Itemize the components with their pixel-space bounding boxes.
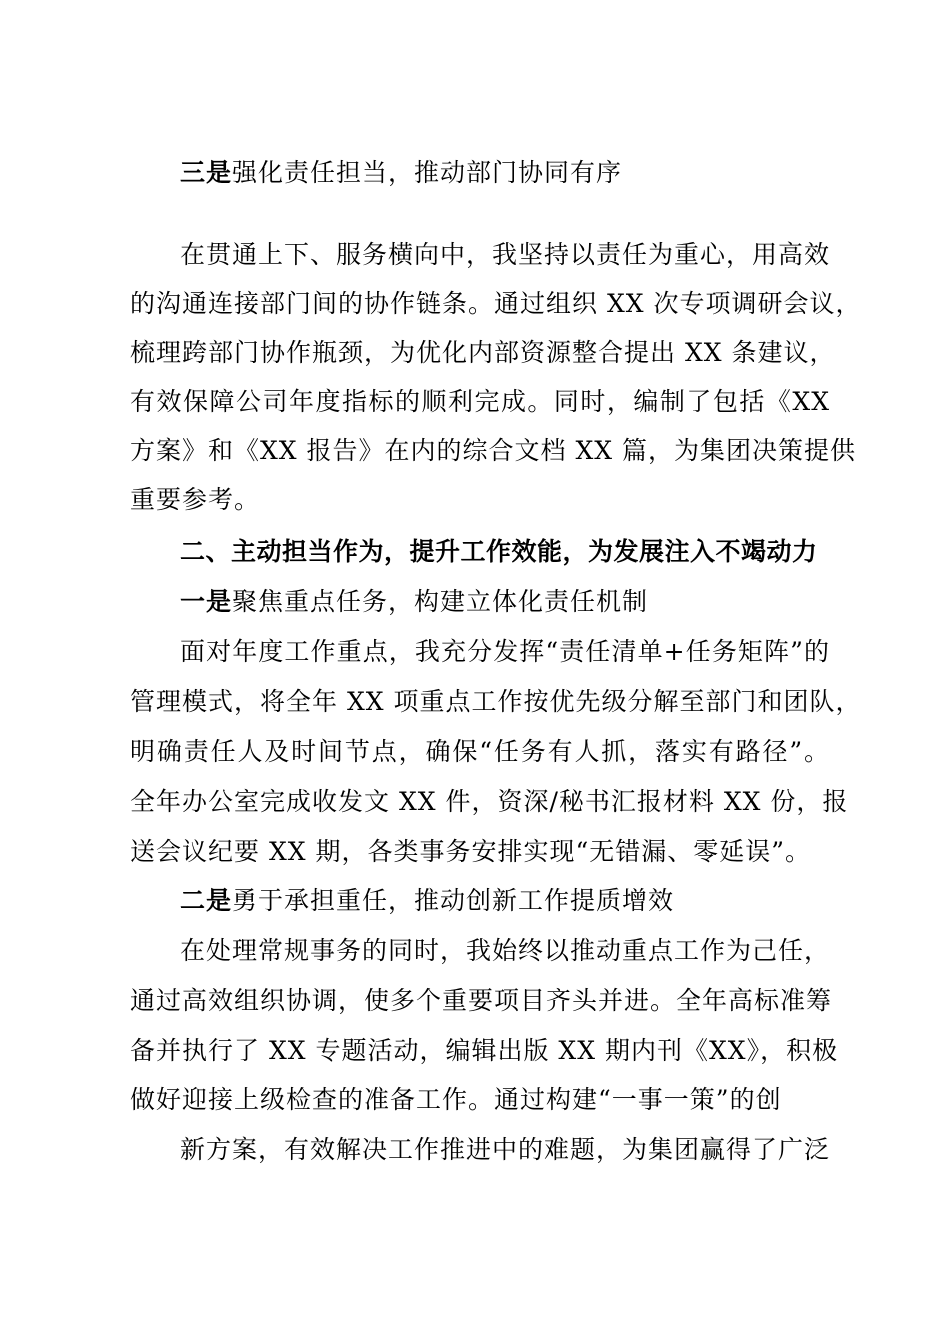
paragraph-line: 在处理常规事务的同时，我始终以推动重点工作为己任， <box>180 936 831 965</box>
subheading-title: 聚焦重点任务，构建立体化责任机制 <box>232 587 649 616</box>
paragraph-line: 送会议纪要 XX 期，各类事务安排实现“无错漏、零延误”。 <box>130 837 812 866</box>
paragraph-line: 梳理跨部门协作瓶颈，为优化内部资源整合提出 XX 条建议， <box>130 338 836 367</box>
paragraph-line: 明确责任人及时间节点，确保“任务有人抓，落实有路径”。 <box>130 737 830 766</box>
subheading-title: 强化责任担当，推动部门协同有序 <box>232 158 623 187</box>
paragraph-line: 有效保障公司年度指标的顺利完成。同时，编制了包括《XX <box>130 387 830 416</box>
paragraph-line: 面对年度工作重点，我充分发挥“责任清单+任务矩阵”的 <box>180 637 830 666</box>
paragraph-line: 通过高效组织协调，使多个重要项目齐头并进。全年高标准筹 <box>130 986 833 1015</box>
paragraph-line: 重要参考。 <box>130 485 261 514</box>
subheading-two <box>180 886 830 916</box>
subheading-lead: 二是 <box>180 886 233 915</box>
paragraph-line: 做好迎接上级检查的准备工作。通过构建“一事一策”的创 <box>130 1085 782 1114</box>
subheading-title: 勇于承担重任，推动创新工作提质增效 <box>232 886 675 915</box>
paragraph-line: 全年办公室完成收发文 XX 件，资深/秘书汇报材料 XX 份，报 <box>130 787 849 816</box>
section-heading-two: 二、主动担当作为，提升工作效能，为发展注入不竭动力 <box>180 537 818 566</box>
subheading-one <box>180 587 830 617</box>
paragraph-line: 的沟通连接部门间的协作链条。通过组织 XX 次专项调研会议， <box>130 289 862 318</box>
paragraph-line: 在贯通上下、服务横向中，我坚持以责任为重心，用高效 <box>180 240 831 269</box>
subheading-three <box>180 158 830 188</box>
paragraph-line: 备并执行了 XX 专题活动，编辑出版 XX 期内刊《XX》，积极 <box>130 1036 839 1065</box>
subheading-lead: 一是 <box>180 587 233 616</box>
paragraph-line: 新方案，有效解决工作推进中的难题，为集团赢得了广泛 <box>180 1135 831 1164</box>
subheading-lead: 三是 <box>180 158 233 187</box>
paragraph-line: 方案》和《XX 报告》在内的综合文档 XX 篇，为集团决策提供 <box>130 436 857 465</box>
paragraph-line: 管理模式，将全年 XX 项重点工作按优先级分解至部门和团队， <box>130 687 862 716</box>
